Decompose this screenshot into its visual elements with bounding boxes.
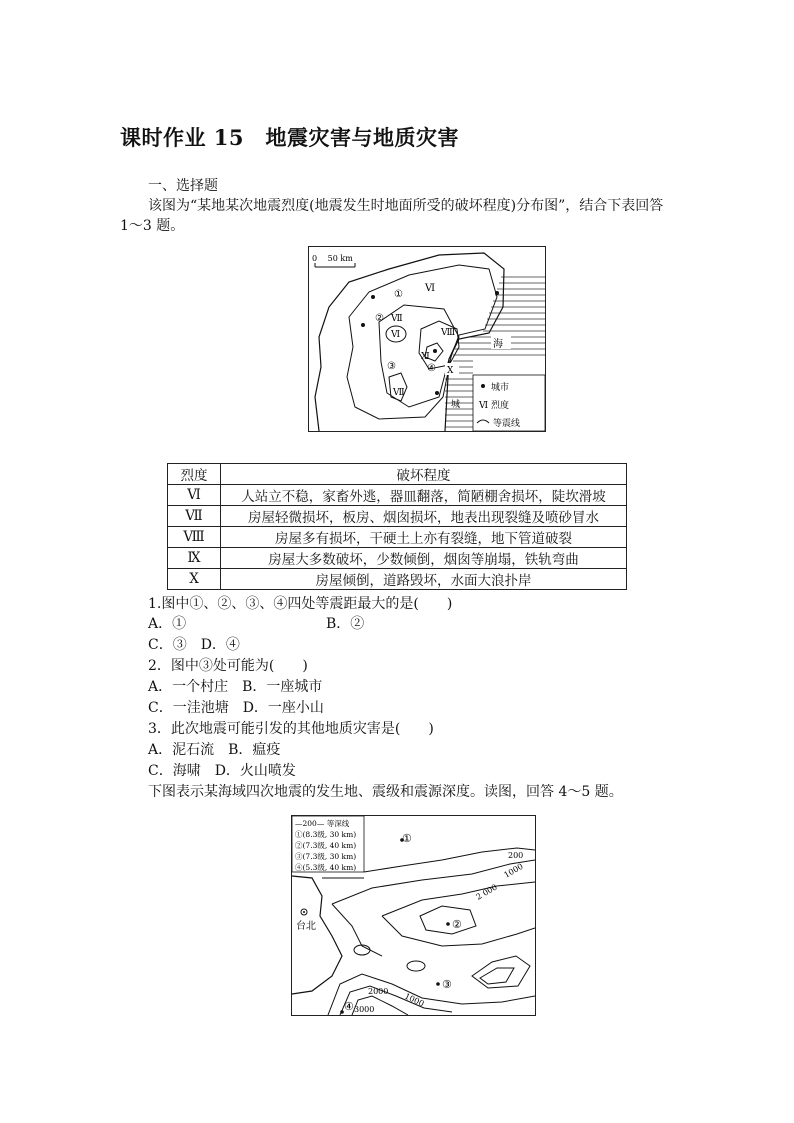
city-dot [361,323,365,327]
table-row [168,485,627,506]
legend-intensity: 烈度 [491,401,510,411]
table-row [168,506,627,527]
intensity-table [167,463,627,590]
legend-city-icon [481,384,485,388]
legend-city: 城市 [491,383,510,393]
question-3-options-cd: C．海啸 D．火山喷发 [148,763,296,779]
table-cell: Ⅵ [168,485,221,506]
sea-label: 海 [493,339,503,350]
table-cell: Ⅶ [168,506,221,527]
question-2-stem: 2．图中③处可能为( ) [148,658,308,674]
epicenter-2: ② [452,918,462,931]
epicenter-4: ④ [344,1000,354,1013]
question-1-stem: 1.图中①、②、③、④四处等震距最大的是( ) [148,596,453,612]
intro-text-2: 1～3 题。 [120,218,185,234]
section-heading: 一、选择题 [148,178,218,194]
table-cell: Ⅹ [168,569,221,590]
city-dot [495,291,499,295]
city-dot [435,391,439,395]
table-row [168,548,627,569]
intensity-label: Ⅶ [391,314,403,324]
island-coast [292,876,342,994]
question-3-stem: 3．此次地震可能引发的其他地质灾害是( ) [148,721,434,737]
question-1-options-cd: C．③ D．④ [148,637,240,653]
intro-text-3: 下图表示某海域四次地震的发生地、震级和震源深度。读图，回答 4～5 题。 [148,784,623,800]
land-label: 城 [451,400,461,410]
question-3-options-ab: A．泥石流 B．瘟疫 [148,742,281,758]
depth-label: 2 000 [474,882,499,902]
scale-label: 0 50 km [312,254,353,263]
question-2-options-ab: A．一个村庄 B．一座城市 [148,679,323,695]
table-cell: 房屋大多数破坏，少数倾倒，烟囱等崩塌，铁轨弯曲 [221,548,627,569]
depth-label: 1000 [403,991,426,1009]
table-header-cell: 烈度 [168,464,221,485]
table-header-cell: 破坏程度 [221,464,627,485]
epicenter-dot [446,922,450,926]
question-1-option-a: A．① [148,616,187,632]
table-cell: Ⅷ [168,527,221,548]
table-cell: 房屋多有损坏，干硬土上亦有裂缝，地下管道破裂 [221,527,627,548]
table-cell: Ⅸ [168,548,221,569]
depth-label: 200 [508,851,524,860]
isobath-2000 [382,882,535,916]
marker-2: ② [375,313,384,324]
legend-line: ④(5.3级, 40 km) [295,863,357,872]
depth-label: 3000 [354,1005,375,1014]
intensity-label: Ⅶ [393,388,405,398]
legend-isoline: 等震线 [493,419,521,429]
city-dot [371,295,375,299]
table-row [168,527,627,548]
intensity-label: Ⅷ [441,328,456,338]
marker-4: ④ [427,363,436,374]
marker-1: ① [394,289,403,300]
page-title: 课时作业 15 地震灾害与地质灾害 [120,125,460,150]
question-1-option-b: B．② [326,616,365,632]
legend-intensity-mark: Ⅵ [479,401,489,411]
epicenter-3: ③ [442,978,452,991]
intro-text-1: 该图为“某地某次地震烈度(地震发生时地面所受的破坏程度)分布图”，结合下表回答 [148,198,664,214]
legend-line: ③(7.3级, 30 km) [295,852,357,861]
table-cell: 房屋轻微损坏，板房、烟囱损坏，地表出现裂缝及喷砂冒水 [221,506,627,527]
marker-3: ③ [387,361,396,372]
intensity-label: Ⅵ [391,330,401,340]
question-2-options-cd: C．一洼池塘 D．一座小山 [148,700,324,716]
epicenter-1: ① [402,832,412,845]
intensity-map-svg [309,247,545,431]
epicenter-dot [436,982,440,986]
table-cell: 人站立不稳，家畜外逃，器皿翻落，简陋棚舍损坏，陡坎滑坡 [221,485,627,506]
depth-label: 1000 [502,861,525,880]
city-taipei-label: 台北 [296,921,316,932]
legend-line: ②(7.3级, 40 km) [295,841,357,850]
intensity-label: Ⅵ [425,283,436,294]
legend-line: —200— 等深线 [295,819,350,828]
table-row [168,569,627,590]
table-cell: 房屋倾倒，道路毁坏，水面大浪扑岸 [221,569,627,590]
intensity-map [308,246,546,432]
depth-label: 2000 [368,987,389,996]
legend-line: ①(8.3级, 30 km) [295,830,357,839]
bathymetry-map [291,815,536,1016]
city-dot [433,349,437,353]
table-header-row [168,464,627,485]
intensity-label: Ⅺ [421,352,430,362]
bathymetry-map-svg [292,816,535,1015]
intensity-label: Ⅹ [447,366,454,376]
